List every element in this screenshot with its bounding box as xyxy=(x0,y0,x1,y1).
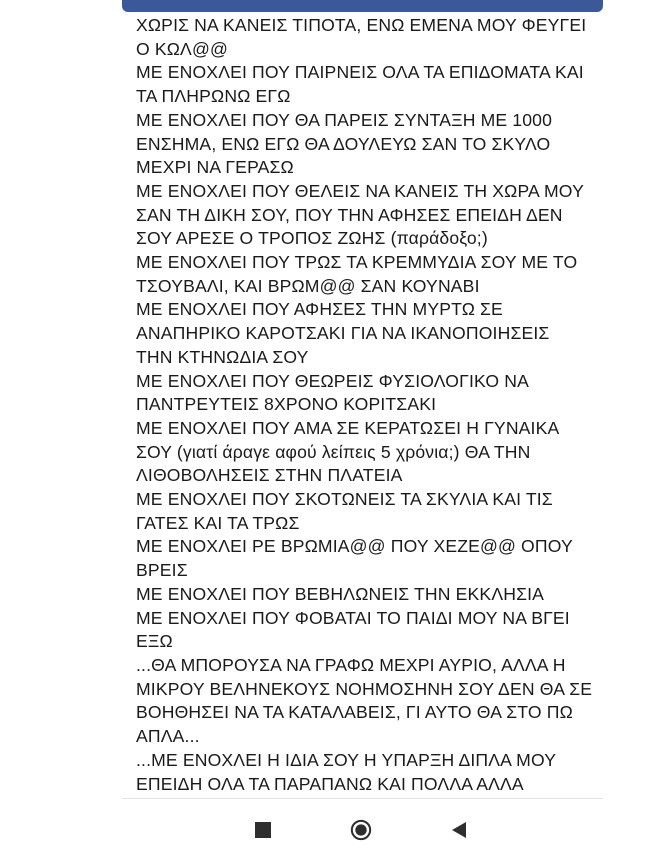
post-line: ΜΕ ΕΝΟΧΛΕΙ ΠΟΥ ΠΑΙΡΝΕΙΣ ΟΛΑ ΤΑ ΕΠΙΔΟΜΑΤΑ ΚΑΙ xyxy=(136,62,584,83)
left-margin xyxy=(0,0,122,858)
post-line: ΛΙΘΟΒΟΛΗΣΕΙΣ ΣΤΗΝ ΠΛΑΤΕΙΑ xyxy=(136,465,403,486)
post-line: ΣΟΥ (γιατί άραγε αφού λείπεις 5 χρόνια;) ΘΑ ΤΗΝ xyxy=(136,441,531,462)
post-line: ΤΣΟΥΒΑΛΙ, ΚΑΙ ΒΡΩΜ@@ ΣΑΝ ΚΟΥΝΑΒΙ xyxy=(136,275,480,296)
home-circle-icon xyxy=(350,818,372,842)
back-button[interactable] xyxy=(448,819,470,841)
back-triangle-icon xyxy=(449,820,469,840)
post-line: ΣΑΝ ΤΗ ΔΙΚΗ ΣΟΥ, ΠΟΥ ΤΗΝ ΑΦΗΣΕΣ ΕΠΕΙΔΗ ΔΕΝ xyxy=(136,204,563,225)
post-line: ΕΠΕΙΔΗ ΟΛΑ ΤΑ ΠΑΡΑΠΑΝΩ ΚΑΙ ΠΟΛΛΑ ΑΛΛΑ xyxy=(136,773,524,794)
post-line: ΜΕ ΕΝΟΧΛΕΙ ΠΟΥ ΑΜΑ ΣΕ ΚΕΡΑΤΩΣΕΙ Η ΓΥΝΑΙΚΑ xyxy=(136,417,560,438)
post-line: ...ΜΕ ΕΝΟΧΛΕΙ Η ΙΔΙΑ ΣΟΥ Η ΥΠΑΡΞΗ ΔΙΠΛΑ ΜΟΥ xyxy=(136,749,557,770)
post-line: ΜΕ ΕΝΟΧΛΕΙ ΠΟΥ ΣΚΟΤΩΝΕΙΣ ΤΑ ΣΚΥΛΙΑ ΚΑΙ ΤΙΣ xyxy=(136,489,553,510)
app-top-bar xyxy=(122,0,603,12)
post-line: ΒΟΗΘΗΣΕΙ ΝΑ ΤΑ ΚΑΤΑΛΑΒΕΙΣ, ΓΙ ΑΥΤΟ ΘΑ ΣΤΟ ΠΩ xyxy=(136,702,573,723)
post-line: ΤΑ ΠΛΗΡΩΝΩ ΕΓΩ xyxy=(136,86,291,107)
post-line: ΠΑΝΤΡΕΥΤΕΙΣ 8ΧΡΟΝΟ ΚΟΡΙΤΣΑΚΙ xyxy=(136,394,437,415)
post-line: ΒΡΕΙΣ xyxy=(136,560,188,581)
post-line: ΜΕ ΕΝΟΧΛΕΙ ΠΟΥ ΦΟΒΑΤΑΙ ΤΟ ΠΑΙΔΙ ΜΟΥ ΝΑ ΒΓΕΙ xyxy=(136,607,570,628)
post-line: ΜΕ ΕΝΟΧΛΕΙ ΠΟΥ ΒΕΒΗΛΩΝΕΙΣ ΤΗΝ ΕΚΚΛΗΣΙΑ xyxy=(136,583,545,604)
android-navigation-bar xyxy=(122,798,603,858)
post-line: ΜΕ ΕΝΟΧΛΕΙ ΠΟΥ ΘΕΩΡΕΙΣ ΦΥΣΙΟΛΟΓΙΚΟ ΝΑ xyxy=(136,370,529,391)
recents-square-icon xyxy=(254,821,272,839)
post-line: ΕΞΩ xyxy=(136,631,173,652)
post-content-area[interactable] xyxy=(122,12,603,798)
post-line: ΤΗΝ ΚΤΗΝΩΔΙΑ ΣΟΥ xyxy=(136,346,309,367)
post-line: ΕΝΣΗΜΑ, ΕΝΩ ΕΓΩ ΘΑ ΔΟΥΛΕΥΩ ΣΑΝ ΤΟ ΣΚΥΛΟ xyxy=(136,133,551,154)
post-line: ΜΕ ΕΝΟΧΛΕΙ ΠΟΥ ΘΑ ΠΑΡΕΙΣ ΣΥΝΤΑΞΗ ΜΕ 1000 xyxy=(136,109,553,130)
post-line: ΜΕ ΕΝΟΧΛΕΙ ΠΟΥ ΑΦΗΣΕΣ ΤΗΝ ΜΥΡΤΩ ΣΕ xyxy=(136,299,503,320)
post-line: ΣΟΥ ΑΡΕΣΕ Ο ΤΡΟΠΟΣ ΖΩΗΣ (παράδοξο;) xyxy=(136,228,488,249)
post-line: ΓΑΤΕΣ ΚΑΙ ΤΑ ΤΡΩΣ xyxy=(136,512,300,533)
post-line: Ο ΚΩΛ@@ xyxy=(136,38,228,59)
post-line: ΜΕ ΕΝΟΧΛΕΙ ΠΟΥ ΤΡΩΣ ΤΑ ΚΡΕΜΜΥΔΙΑ ΣΟΥ ΜΕ ΤΟ xyxy=(136,252,578,273)
post-line: ΜΙΚΡΟΥ ΒΕΛΗΝΕΚΟΥΣ ΝΟΗΜΟΣΗΝΗ ΣΟΥ ΔΕΝ ΘΑ ΣΕ xyxy=(136,678,593,699)
post-line: ΑΝΑΠΗΡΙΚΟ ΚΑΡΟΤΣΑΚΙ ΓΙΑ ΝΑ ΙΚΑΝΟΠΟΙΗΣΕΙΣ xyxy=(136,323,550,344)
recents-button[interactable] xyxy=(252,819,274,841)
right-margin xyxy=(603,0,656,858)
post-text xyxy=(136,14,601,796)
post-line: ...ΘΑ ΜΠΟΡΟΥΣΑ ΝΑ ΓΡΑΦΩ ΜΕΧΡΙ ΑΥΡΙΟ, ΑΛΛΑ Η xyxy=(136,654,566,675)
post-line: ΧΩΡΙΣ ΝΑ ΚΑΝΕΙΣ ΤΙΠΟΤΑ, ΕΝΩ ΕΜΕΝΑ ΜΟΥ ΦΕΥΓΕΙ xyxy=(136,15,587,35)
post-line: ΜΕΧΡΙ ΝΑ ΓΕΡΑΣΩ xyxy=(136,157,294,178)
home-button[interactable] xyxy=(350,819,372,841)
post-line: ΜΕ ΕΝΟΧΛΕΙ ΡΕ ΒΡΩΜΙΑ@@ ΠΟΥ ΧΕΖΕ@@ ΟΠΟΥ xyxy=(136,536,573,557)
post-line: ΜΕ ΕΝΟΧΛΕΙ ΠΟΥ ΘΕΛΕΙΣ ΝΑ ΚΑΝΕΙΣ ΤΗ ΧΩΡΑ ΜΟΥ xyxy=(136,180,584,201)
post-line: ΑΠΛΑ... xyxy=(136,726,200,747)
